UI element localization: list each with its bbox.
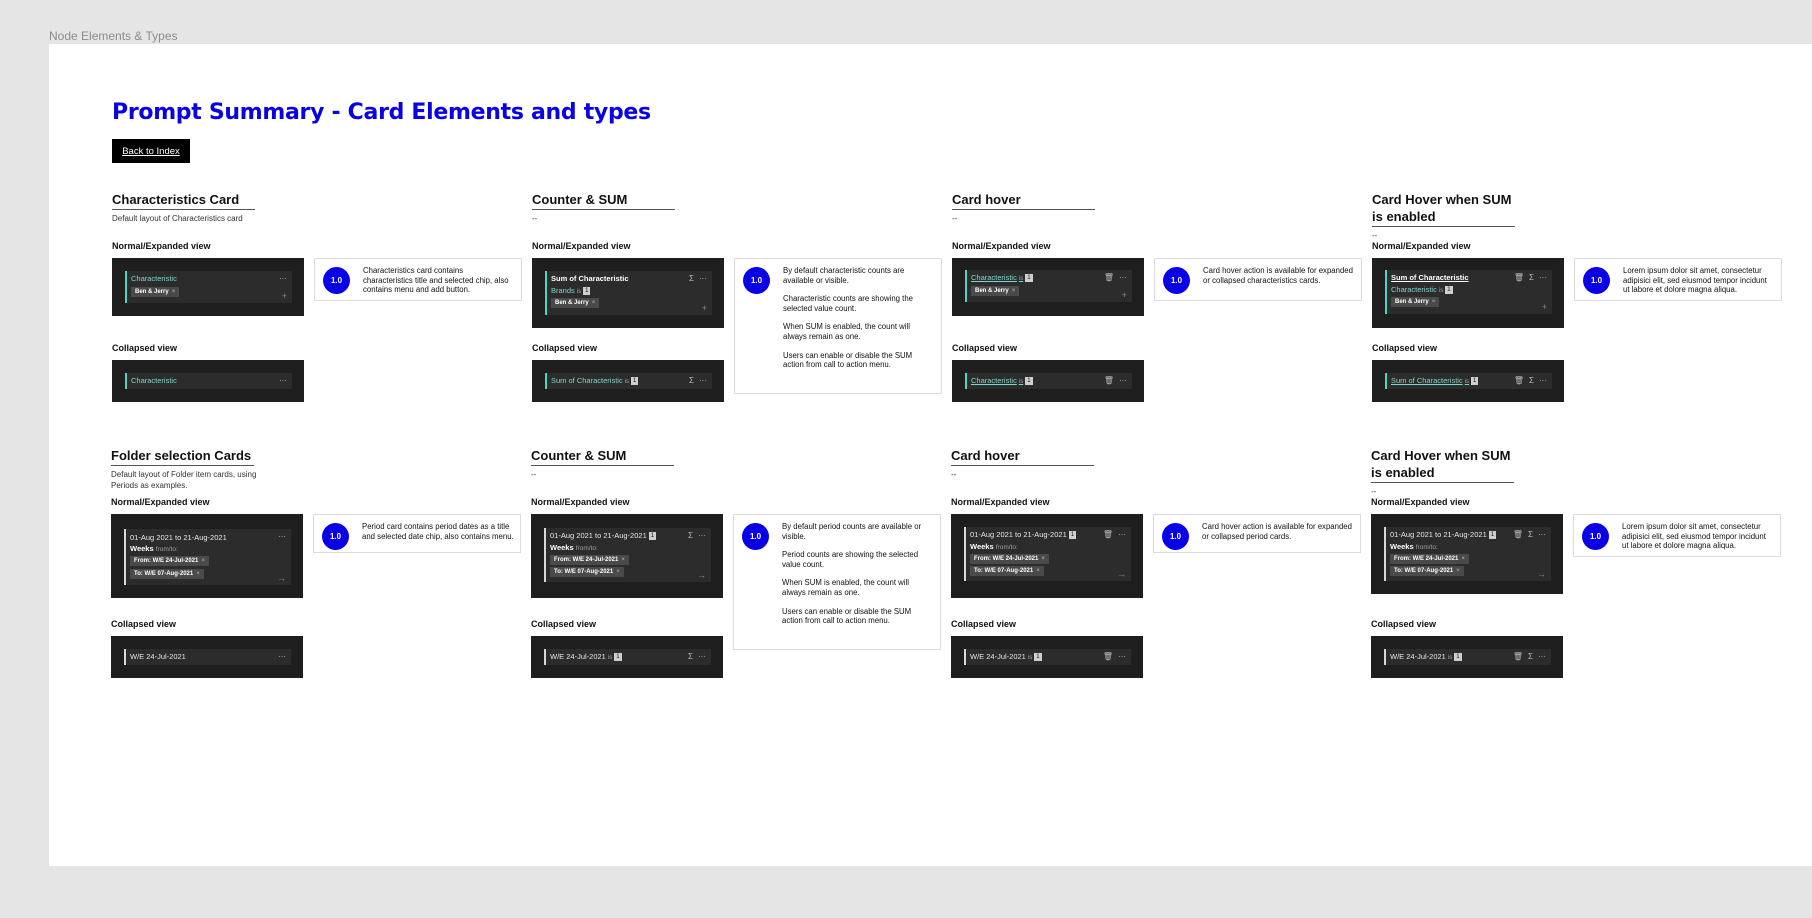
chip-label: To: W/E 07-Aug-2021 — [134, 571, 194, 577]
characteristic-card-hover[interactable] — [965, 270, 1132, 302]
card-actions — [278, 652, 286, 661]
frame-label: Node Elements & Types — [49, 29, 178, 43]
value-chip[interactable] — [551, 298, 599, 308]
card-preview — [531, 514, 723, 598]
card-preview — [952, 258, 1144, 316]
section-subtitle: -- — [1372, 231, 1378, 240]
section-subtitle: -- — [951, 470, 957, 479]
count-badge: 1 — [1473, 378, 1477, 384]
normal-view-label: Normal/Expanded view — [1372, 241, 1471, 251]
info-note — [313, 514, 521, 553]
more-icon[interactable]: ··· — [279, 274, 287, 283]
card-actions — [1513, 530, 1546, 539]
card-subtitle: Weeks from/to: — [550, 543, 598, 552]
card-preview-collapsed — [112, 360, 304, 402]
chip-label: From: W/E 24-Jul-2021 — [1394, 556, 1459, 562]
more-icon[interactable]: ··· — [1119, 376, 1127, 385]
back-to-index-button[interactable]: Back to Index — [112, 139, 190, 163]
card-subtitle: Weeks from/to: — [130, 544, 178, 553]
collapsed-view-label: Collapsed view — [1372, 343, 1438, 353]
normal-view-label: Normal/Expanded view — [1371, 497, 1470, 507]
version-badge: 1.0 — [743, 267, 770, 294]
info-note — [1153, 514, 1361, 553]
close-icon[interactable]: × — [1041, 556, 1045, 562]
section-subtitle: -- — [952, 214, 958, 223]
card-preview — [951, 514, 1143, 598]
arrow-right-icon[interactable]: → — [277, 573, 286, 583]
trash-icon[interactable]: 🗑 — [1513, 376, 1525, 385]
info-text: Lorem ipsum dolor sit amet, consectetur adipisici elit, sed eiusmod tempor incidunt ut labore et dolore magna aliqua. — [1622, 522, 1766, 551]
section-subtitle: Default layout of Characteristics card — [112, 214, 243, 223]
more-icon[interactable]: ··· — [699, 376, 707, 385]
collapsed-view-label: Collapsed view — [1371, 619, 1437, 629]
characteristic-card[interactable] — [125, 271, 292, 303]
from-chip[interactable] — [130, 556, 209, 566]
card-actions — [688, 531, 706, 540]
section-card-hover — [952, 191, 1372, 224]
to-chip[interactable] — [1390, 566, 1464, 576]
value-chip[interactable] — [971, 286, 1019, 296]
chip-label: From: W/E 24-Jul-2021 — [554, 557, 619, 563]
sigma-icon[interactable]: Σ — [689, 274, 694, 283]
card-preview-collapsed — [1372, 360, 1564, 402]
version-badge: 1.0 — [1582, 523, 1609, 550]
section-card-hover-sum-period — [1371, 447, 1791, 497]
count-badge: 1 — [1456, 654, 1460, 660]
close-icon[interactable]: × — [196, 571, 200, 577]
info-text: Card hover action is available for expanded or collapsed characteristics cards. — [1203, 266, 1353, 285]
more-icon[interactable]: ··· — [279, 376, 287, 385]
card-preview-collapsed — [111, 636, 303, 678]
normal-view-label: Normal/Expanded view — [532, 241, 631, 251]
collapsed-view-label: Collapsed view — [531, 619, 597, 629]
arrow-right-icon[interactable]: → — [1537, 569, 1546, 579]
section-characteristics-card — [112, 191, 532, 224]
close-icon[interactable]: × — [1011, 288, 1016, 294]
card-title: 01-Aug 2021 to 21-Aug-2021 1 — [970, 530, 1075, 539]
plus-icon[interactable]: + — [281, 291, 287, 301]
card-actions — [689, 274, 707, 283]
value-chip[interactable] — [1391, 297, 1439, 307]
sum-characteristic-card-hover-collapsed[interactable] — [1385, 373, 1552, 389]
card-actions — [1513, 652, 1546, 661]
card-title: Characteristic is 1 — [971, 376, 1031, 385]
page-title: Prompt Summary - Card Elements and types — [112, 100, 651, 125]
close-icon[interactable]: × — [1431, 299, 1436, 305]
close-icon[interactable]: × — [616, 569, 620, 575]
more-icon[interactable]: ··· — [698, 652, 706, 661]
normal-view-label: Normal/Expanded view — [951, 497, 1050, 507]
card-preview-collapsed — [952, 360, 1144, 402]
sigma-icon[interactable]: Σ — [689, 376, 694, 385]
to-chip[interactable] — [970, 566, 1044, 576]
info-text: Period card contains period dates as a title and selected date chip, also contains menu. — [362, 522, 514, 541]
count-badge: 1 — [633, 378, 637, 384]
info-text: Card hover action is available for expanded or collapsed period cards. — [1202, 522, 1352, 541]
close-icon[interactable]: × — [201, 558, 205, 564]
section-card-hover-sum — [1372, 191, 1792, 241]
section-title: Card hover — [951, 447, 1094, 466]
card-preview-collapsed — [1371, 636, 1563, 678]
count-badge: 1 — [1490, 532, 1495, 538]
card-actions — [1104, 273, 1127, 282]
card-preview-collapsed — [531, 636, 723, 678]
card-subtitle: Weeks from/to: — [1390, 542, 1438, 551]
card-title: W/E 24-Jul-2021 — [130, 652, 186, 661]
count-badge: 1 — [1027, 275, 1031, 281]
close-icon[interactable]: × — [171, 289, 176, 295]
section-counter-sum — [532, 191, 952, 224]
normal-view-label: Normal/Expanded view — [111, 497, 210, 507]
info-text: By default period counts are available or visible. Period counts are showing the selected value count. When SUM is enabled, the count will always remain as one. Users can enable or disable the SUM action from call to action menu. — [782, 522, 922, 626]
trash-icon[interactable]: 🗑 — [1102, 530, 1113, 539]
section-subtitle: -- — [532, 214, 538, 223]
period-card-hover[interactable] — [964, 527, 1131, 581]
section-subtitle: -- — [1371, 487, 1377, 496]
characteristic-card-collapsed[interactable] — [125, 373, 292, 389]
more-icon[interactable]: ··· — [278, 532, 286, 541]
card-title: 01-Aug 2021 to 21-Aug-2021 1 — [1390, 530, 1495, 539]
period-card[interactable] — [124, 529, 291, 585]
characteristic-card-hover-collapsed[interactable] — [965, 373, 1132, 389]
info-note — [1154, 258, 1362, 301]
card-actions — [1103, 530, 1126, 539]
card-title: Characteristic — [131, 376, 177, 385]
trash-icon[interactable]: 🗑 — [1103, 376, 1114, 385]
card-title: Sum of Characteristic — [551, 274, 629, 283]
info-text: By default characteristic counts are available or visible. Characteristic counts are showing the selected value count. When SUM is enabled, the count will always remain as one. Users can enable or disable the SUM action from call to action menu. — [783, 266, 914, 370]
sum-period-card-hover-collapsed[interactable] — [1384, 649, 1551, 665]
card-preview-collapsed — [951, 636, 1143, 678]
chip-label: To: W/E 07-Aug-2021 — [554, 569, 614, 575]
card-actions — [689, 376, 707, 385]
section-title: Card Hover when SUM is enabled — [1372, 191, 1515, 227]
trash-icon[interactable]: 🗑 — [1103, 273, 1114, 282]
more-icon[interactable]: ··· — [699, 274, 707, 283]
close-icon[interactable]: × — [621, 557, 625, 563]
arrow-right-icon[interactable]: → — [1117, 569, 1126, 579]
sum-characteristic-card-collapsed[interactable] — [545, 373, 712, 389]
version-badge: 1.0 — [323, 267, 350, 294]
from-chip[interactable] — [970, 554, 1049, 564]
card-preview — [1371, 514, 1563, 594]
info-note — [1573, 514, 1781, 557]
card-preview-collapsed — [532, 360, 724, 402]
plus-icon[interactable]: + — [1121, 290, 1127, 300]
more-icon[interactable]: ··· — [1118, 652, 1126, 661]
card-preview — [112, 258, 304, 316]
period-card-hover-collapsed[interactable] — [964, 649, 1131, 665]
card-actions — [1104, 376, 1127, 385]
card-title: Characteristic is 1 — [971, 273, 1031, 282]
more-icon[interactable]: ··· — [1538, 652, 1546, 661]
section-subtitle: Default layout of Folder item cards, using Periods as examples. — [111, 470, 257, 490]
card-preview — [1372, 258, 1564, 328]
card-preview — [111, 514, 303, 598]
sigma-icon[interactable]: Σ — [1528, 530, 1533, 539]
chip-label: To: W/E 07-Aug-2021 — [1394, 568, 1454, 574]
section-title: Characteristics Card — [112, 191, 255, 210]
card-actions — [278, 532, 286, 541]
section-title: Folder selection Cards — [111, 447, 254, 466]
card-actions — [688, 652, 706, 661]
card-title: Sum of Characteristic — [1391, 273, 1469, 282]
more-icon[interactable]: ··· — [278, 652, 286, 661]
version-badge: 1.0 — [322, 523, 349, 550]
chip-label: Ben & Jerry — [135, 289, 169, 295]
trash-icon[interactable]: 🗑 — [1512, 530, 1524, 539]
trash-icon[interactable]: 🗑 — [1512, 652, 1524, 661]
plus-icon[interactable]: + — [701, 303, 707, 313]
sum-characteristic-card-hover[interactable] — [1385, 270, 1552, 314]
sigma-icon[interactable]: Σ — [1529, 376, 1534, 385]
section-folder-selection-cards — [111, 447, 531, 491]
collapsed-view-label: Collapsed view — [952, 343, 1018, 353]
card-subtitle: Brands is 1 — [551, 286, 589, 295]
sum-characteristic-card[interactable] — [545, 271, 712, 315]
collapsed-view-label: Collapsed view — [112, 343, 178, 353]
card-title: W/E 24-Jul-2021 is 1 — [970, 652, 1040, 661]
section-title: Card Hover when SUM is enabled — [1371, 447, 1514, 483]
info-note — [734, 258, 942, 394]
info-note — [733, 514, 941, 650]
version-badge: 1.0 — [1583, 267, 1610, 294]
more-icon[interactable]: ··· — [1538, 530, 1546, 539]
card-actions — [1103, 652, 1126, 661]
chip-label: To: W/E 07-Aug-2021 — [974, 568, 1034, 574]
count-badge: 1 — [1447, 287, 1451, 293]
close-icon[interactable]: × — [1456, 568, 1460, 574]
normal-view-label: Normal/Expanded view — [112, 241, 211, 251]
normal-view-label: Normal/Expanded view — [952, 241, 1051, 251]
info-note — [314, 258, 522, 301]
collapsed-view-label: Collapsed view — [951, 619, 1017, 629]
more-icon[interactable]: ··· — [1539, 376, 1547, 385]
card-preview — [532, 258, 724, 328]
section-counter-sum-period — [531, 447, 951, 480]
chip-label: Ben & Jerry — [975, 288, 1009, 294]
sigma-icon[interactable]: Σ — [688, 531, 693, 540]
sigma-icon[interactable]: Σ — [688, 652, 693, 661]
version-badge: 1.0 — [1163, 267, 1190, 294]
more-icon[interactable]: ··· — [1118, 530, 1126, 539]
section-card-hover-period — [951, 447, 1371, 480]
close-icon[interactable]: × — [1036, 568, 1040, 574]
card-actions — [1514, 273, 1547, 282]
close-icon[interactable]: × — [591, 300, 596, 306]
card-title: 01-Aug 2021 to 21-Aug-2021 — [130, 533, 227, 542]
close-icon[interactable]: × — [1461, 556, 1465, 562]
info-text: Lorem ipsum dolor sit amet, consectetur adipisici elit, sed eiusmod tempor incidunt ut labore et dolore magna aliqua. — [1623, 266, 1767, 295]
more-icon[interactable]: ··· — [1119, 273, 1127, 282]
card-title: 01-Aug 2021 to 21-Aug-2021 1 — [550, 531, 655, 540]
card-title: Characteristic — [131, 274, 177, 283]
card-title: Sum of Characteristic is 1 — [1391, 376, 1477, 385]
card-actions — [279, 376, 287, 385]
plus-icon[interactable]: + — [1541, 302, 1547, 312]
arrow-right-icon[interactable]: → — [697, 570, 706, 580]
card-actions — [279, 274, 287, 283]
count-badge: 1 — [1070, 532, 1075, 538]
chip-label: From: W/E 24-Jul-2021 — [974, 556, 1039, 562]
value-chip[interactable] — [131, 287, 179, 297]
info-text: Characteristics card contains characteristics title and selected chip, also contains menu and add button. — [363, 266, 509, 295]
sum-period-card[interactable] — [544, 528, 711, 582]
count-badge: 1 — [650, 533, 655, 539]
section-title: Counter & SUM — [532, 191, 675, 210]
to-chip[interactable] — [550, 567, 624, 577]
card-subtitle: Weeks from/to: — [970, 542, 1018, 551]
sigma-icon[interactable]: Σ — [1528, 652, 1533, 661]
more-icon[interactable]: ··· — [1539, 273, 1547, 282]
more-icon[interactable]: ··· — [698, 531, 706, 540]
count-badge: 1 — [1036, 654, 1040, 660]
card-actions — [1514, 376, 1547, 385]
collapsed-view-label: Collapsed view — [111, 619, 177, 629]
count-badge: 1 — [616, 654, 620, 660]
trash-icon[interactable]: 🗑 — [1513, 273, 1525, 282]
from-chip[interactable] — [550, 555, 629, 565]
period-card-collapsed[interactable] — [124, 649, 291, 665]
version-badge: 1.0 — [1162, 523, 1189, 550]
version-badge: 1.0 — [742, 523, 769, 550]
section-title: Card hover — [952, 191, 1095, 210]
sigma-icon[interactable]: Σ — [1529, 273, 1534, 282]
from-chip[interactable] — [1390, 554, 1469, 564]
collapsed-view-label: Collapsed view — [532, 343, 598, 353]
section-subtitle: -- — [531, 470, 537, 479]
card-title: Sum of Characteristic is 1 — [551, 376, 637, 385]
chip-label: From: W/E 24-Jul-2021 — [134, 558, 199, 564]
count-badge: 1 — [1027, 378, 1031, 384]
card-subtitle: Characteristic is 1 — [1391, 285, 1451, 294]
normal-view-label: Normal/Expanded view — [531, 497, 630, 507]
card-title: W/E 24-Jul-2021 is 1 — [1390, 652, 1460, 661]
card-title: W/E 24-Jul-2021 is 1 — [550, 652, 620, 661]
sum-period-card-hover[interactable] — [1384, 527, 1551, 581]
info-note — [1574, 258, 1782, 301]
section-title: Counter & SUM — [531, 447, 674, 466]
to-chip[interactable] — [130, 569, 204, 579]
count-badge: 1 — [585, 288, 589, 294]
trash-icon[interactable]: 🗑 — [1102, 652, 1113, 661]
sum-period-card-collapsed[interactable] — [544, 649, 711, 665]
chip-label: Ben & Jerry — [1395, 299, 1429, 305]
chip-label: Ben & Jerry — [555, 300, 589, 306]
